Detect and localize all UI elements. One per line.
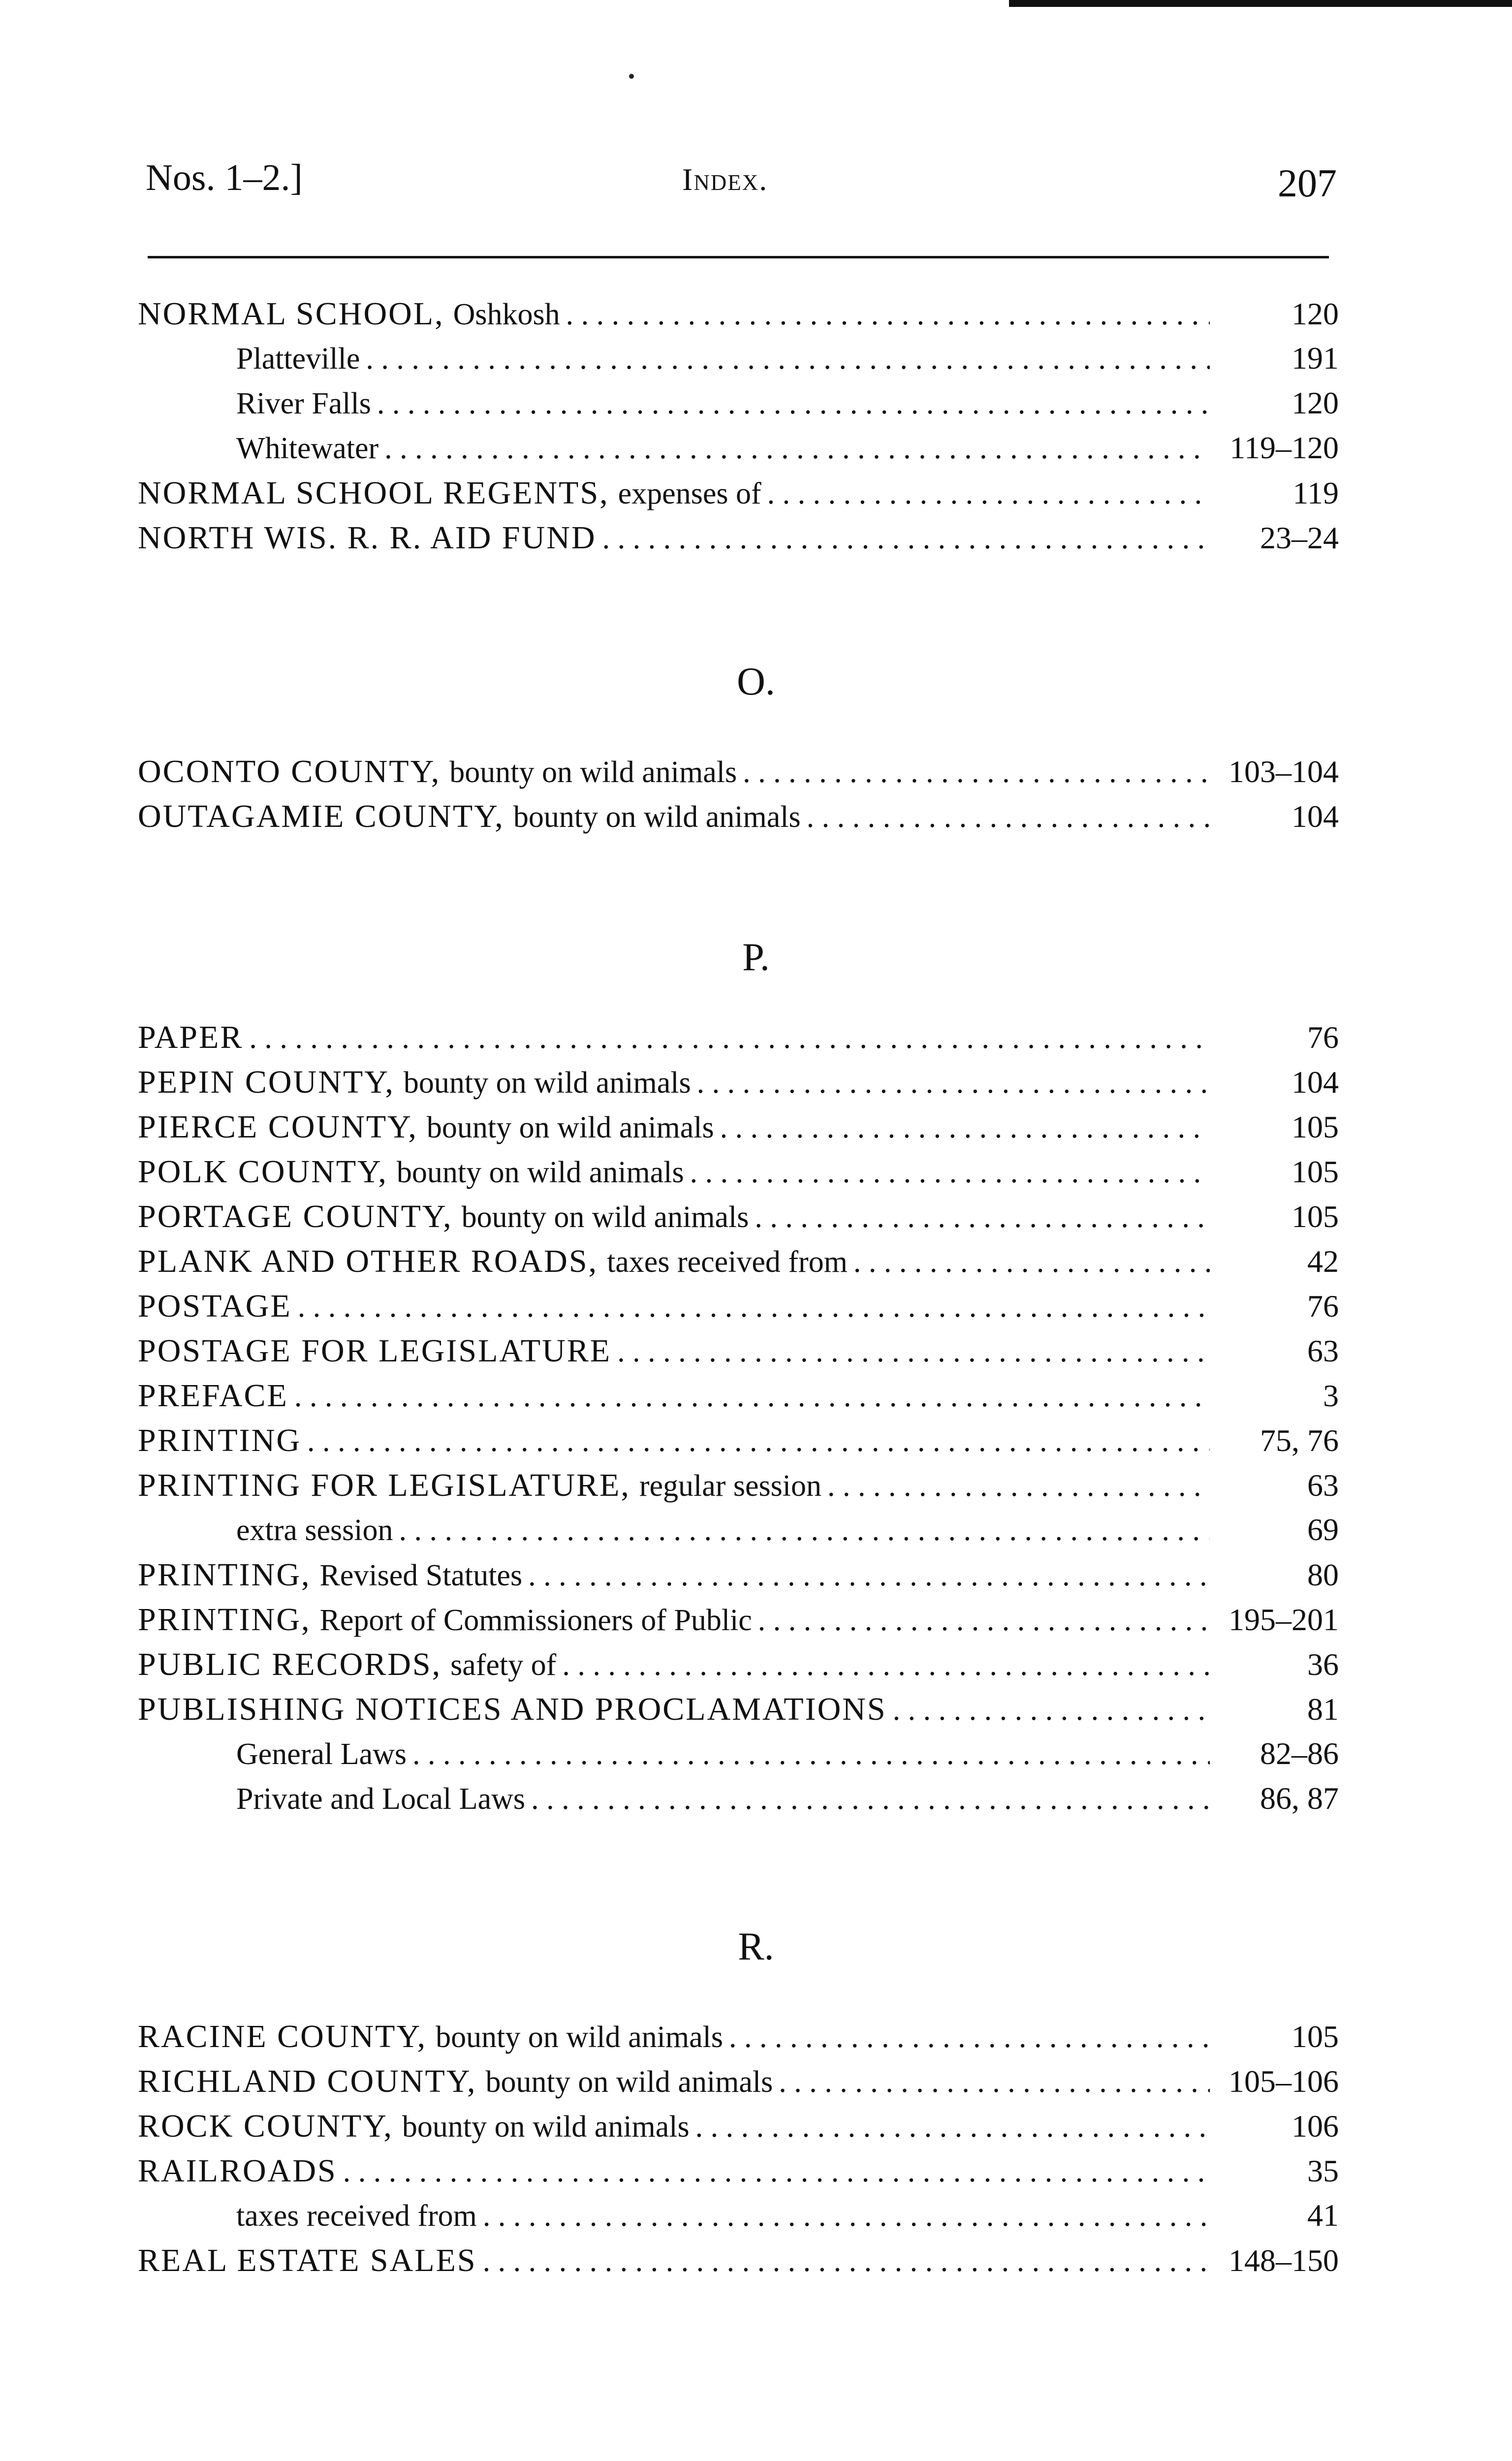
entry-subheading: Platteville — [236, 342, 360, 376]
index-entry — [138, 798, 1339, 843]
entry-page-number: 104 — [1292, 1065, 1339, 1100]
index-entry — [138, 1108, 1339, 1153]
entry-page-number: 119–120 — [1229, 430, 1339, 465]
page-header — [146, 157, 1337, 211]
entry-page-number: 36 — [1307, 1647, 1339, 1682]
volume-label: Nos. 1–2.] — [146, 157, 303, 198]
entry-subheading: River Falls — [236, 387, 371, 420]
entry-subheading: Report of Commissioners of Public — [319, 1604, 752, 1637]
entry-page-number: 120 — [1292, 385, 1339, 420]
entry-text — [138, 1556, 522, 1594]
dot-leader — [755, 1200, 1210, 1235]
entry-subheading: General Laws — [236, 1737, 407, 1771]
entry-text — [138, 1467, 821, 1504]
entry-heading: RACINE COUNTY, — [138, 2019, 427, 2054]
entry-heading: PREFACE — [138, 1378, 288, 1414]
entry-heading: PRINTING FOR LEGISLATURE, — [138, 1467, 630, 1503]
entry-subheading: regular session — [639, 1469, 822, 1503]
index-entry — [138, 1198, 1339, 1243]
entry-text — [138, 474, 761, 512]
index-entry — [138, 1332, 1339, 1377]
index-section-n — [138, 295, 1339, 564]
index-entry — [138, 2018, 1339, 2063]
entry-subheading: Revised Statutes — [319, 1559, 523, 1592]
dot-leader — [729, 2020, 1210, 2055]
index-entry — [138, 1288, 1339, 1332]
entry-text — [138, 1601, 752, 1639]
entry-text — [138, 1691, 887, 1728]
section-letter-p: P. — [742, 936, 770, 979]
entry-text — [138, 1108, 714, 1146]
dot-leader — [562, 1648, 1210, 1683]
dot-leader — [779, 2065, 1210, 2100]
entry-heading: NORMAL SCHOOL, — [138, 296, 444, 332]
dot-leader — [366, 342, 1210, 377]
index-entry — [138, 340, 1339, 385]
entry-page-number: 105 — [1292, 1109, 1339, 1144]
entry-text — [236, 2199, 477, 2234]
index-entry — [138, 1691, 1339, 1735]
entry-subheading: bounty on wild animals — [436, 2020, 723, 2054]
entry-text — [138, 2152, 337, 2190]
entry-page-number: 76 — [1307, 1289, 1339, 1324]
dot-leader — [399, 1513, 1210, 1548]
entry-heading: PLANK AND OTHER ROADS, — [138, 1243, 598, 1279]
entry-page-number: 105–106 — [1228, 2064, 1339, 2099]
entry-heading: PUBLISHING NOTICES AND PROCLAMATIONS — [138, 1691, 887, 1727]
entry-page-number: 148–150 — [1228, 2243, 1339, 2278]
entry-heading: POSTAGE — [138, 1288, 292, 1324]
index-entry — [138, 2242, 1339, 2287]
entry-text — [138, 2108, 690, 2145]
index-entry — [138, 295, 1339, 340]
entry-heading: NORMAL SCHOOL REGENTS, — [138, 475, 609, 511]
dot-leader — [531, 1782, 1210, 1817]
entry-text — [138, 1377, 288, 1415]
entry-text — [138, 1064, 691, 1101]
entry-subheading: bounty on wild animals — [403, 1066, 691, 1100]
section-letter-o: O. — [737, 660, 775, 703]
index-section-o — [138, 753, 1339, 843]
entry-heading: PRINTING — [138, 1422, 301, 1458]
entry-text — [236, 1737, 407, 1772]
entry-subheading: bounty on wild animals — [396, 1156, 684, 1189]
index-entry — [138, 1780, 1339, 1825]
dot-leader — [695, 2110, 1210, 2145]
entry-text — [138, 1019, 243, 1056]
entry-page-number: 191 — [1292, 341, 1339, 376]
entry-subheading: taxes received from — [607, 1245, 848, 1279]
entry-text — [236, 431, 378, 466]
entry-page-number: 23–24 — [1260, 520, 1339, 555]
entry-heading: PAPER — [138, 1019, 244, 1055]
index-entry — [138, 1377, 1339, 1422]
index-entry — [138, 1556, 1339, 1601]
entry-text — [236, 1782, 525, 1817]
entry-page-number: 105 — [1292, 2019, 1339, 2054]
index-entry — [138, 2197, 1339, 2242]
entry-subheading: expenses of — [618, 477, 761, 510]
entry-heading: REAL ESTATE SALES — [138, 2242, 477, 2278]
index-entry — [138, 1735, 1339, 1780]
entry-page-number: 76 — [1307, 1020, 1339, 1055]
dot-leader — [343, 2154, 1210, 2189]
dot-leader — [307, 1424, 1210, 1459]
entry-page-number: 80 — [1307, 1557, 1339, 1592]
entry-page-number: 105 — [1292, 1199, 1339, 1234]
entry-text — [138, 2063, 773, 2100]
index-section-p — [138, 1019, 1339, 1825]
entry-page-number: 75, 76 — [1260, 1423, 1339, 1458]
dot-leader — [483, 2244, 1210, 2279]
entry-text — [138, 295, 560, 333]
dot-leader — [617, 1334, 1210, 1369]
entry-subheading: taxes received from — [236, 2199, 477, 2233]
entry-page-number: 82–86 — [1260, 1736, 1339, 1771]
entry-text — [138, 1153, 684, 1191]
index-entry — [138, 1601, 1339, 1646]
entry-heading: ROCK COUNTY, — [138, 2108, 393, 2144]
index-entry — [138, 1064, 1339, 1108]
dot-leader — [412, 1737, 1210, 1772]
header-rule — [148, 256, 1329, 258]
entry-subheading: bounty on wild animals — [485, 2065, 773, 2099]
entry-heading: PRINTING, — [138, 1602, 311, 1638]
entry-page-number: 104 — [1292, 799, 1339, 834]
entry-text — [138, 1422, 301, 1459]
print-speck — [629, 74, 634, 79]
index-entry — [138, 385, 1339, 430]
dot-leader — [853, 1245, 1210, 1280]
entry-subheading: Whitewater — [236, 432, 379, 465]
entry-heading: RAILROADS — [138, 2153, 337, 2189]
entry-heading: OCONTO COUNTY, — [138, 754, 441, 789]
entry-page-number: 42 — [1307, 1244, 1339, 1279]
entry-text — [138, 1243, 848, 1280]
entry-heading: PEPIN COUNTY, — [138, 1064, 395, 1100]
page-title: Index. — [682, 162, 768, 197]
index-entry — [138, 753, 1339, 798]
index-section-r — [138, 2018, 1339, 2287]
entry-page-number: 103–104 — [1228, 754, 1339, 789]
dot-leader — [602, 521, 1210, 556]
top-border-line — [1009, 0, 1512, 7]
dot-leader — [294, 1379, 1210, 1414]
dot-leader — [566, 297, 1210, 332]
entry-text — [138, 753, 737, 790]
entry-text — [236, 342, 360, 377]
section-letter-r: R. — [738, 1925, 774, 1968]
dot-leader — [384, 431, 1210, 466]
entry-heading: PRINTING, — [138, 1557, 311, 1593]
entry-text — [138, 2018, 723, 2055]
entry-page-number: 106 — [1292, 2109, 1339, 2144]
entry-text — [236, 1513, 393, 1548]
index-entry — [138, 1422, 1339, 1467]
entry-heading: POSTAGE FOR LEGISLATURE — [138, 1333, 612, 1369]
dot-leader — [298, 1290, 1210, 1325]
index-entry — [138, 2108, 1339, 2152]
entry-text — [138, 1198, 749, 1235]
dot-leader — [807, 800, 1210, 835]
index-entry — [138, 474, 1339, 519]
entry-page-number: 119 — [1292, 475, 1339, 510]
index-entry — [138, 1243, 1339, 1288]
entry-subheading: bounty on wild animals — [426, 1111, 714, 1144]
entry-page-number: 41 — [1307, 2198, 1339, 2233]
index-entry — [138, 1467, 1339, 1512]
dot-leader — [743, 755, 1210, 790]
entry-page-number: 195–201 — [1228, 1602, 1339, 1637]
entry-heading: POLK COUNTY, — [138, 1154, 388, 1190]
dot-leader — [827, 1469, 1210, 1504]
entry-text — [236, 386, 371, 421]
entry-subheading: bounty on wild animals — [449, 756, 737, 789]
entry-text — [138, 519, 597, 557]
index-entry — [138, 1153, 1339, 1198]
entry-heading: RICHLAND COUNTY, — [138, 2063, 477, 2099]
entry-text — [138, 2242, 477, 2279]
dot-leader — [690, 1155, 1210, 1190]
entry-page-number: 69 — [1307, 1512, 1339, 1547]
dot-leader — [483, 2199, 1210, 2234]
entry-subheading: safety of — [450, 1648, 557, 1682]
dot-leader — [377, 386, 1210, 421]
dot-leader — [758, 1603, 1210, 1638]
entry-subheading: bounty on wild animals — [402, 2110, 690, 2144]
entry-subheading: extra session — [236, 1514, 393, 1547]
entry-page-number: 63 — [1307, 1333, 1339, 1368]
dot-leader — [893, 1693, 1210, 1728]
entry-heading: NORTH WIS. R. R. AID FUND — [138, 520, 597, 556]
index-entry — [138, 430, 1339, 474]
index-entry — [138, 1646, 1339, 1691]
dot-leader — [767, 476, 1210, 511]
entry-subheading: Private and Local Laws — [236, 1782, 526, 1816]
index-entry — [138, 2063, 1339, 2108]
entry-page-number: 35 — [1307, 2153, 1339, 2188]
entry-text — [138, 798, 801, 835]
dot-leader — [720, 1110, 1210, 1145]
entry-page-number: 105 — [1292, 1154, 1339, 1189]
entry-heading: PORTAGE COUNTY, — [138, 1199, 453, 1234]
dot-leader — [697, 1066, 1210, 1101]
entry-heading: PUBLIC RECORDS, — [138, 1646, 442, 1682]
dot-leader — [528, 1558, 1210, 1593]
index-entry — [138, 1019, 1339, 1064]
entry-subheading: bounty on wild animals — [461, 1200, 749, 1234]
entry-page-number: 86, 87 — [1260, 1781, 1339, 1816]
dot-leader — [249, 1021, 1210, 1056]
entry-page-number: 81 — [1307, 1692, 1339, 1727]
entry-subheading: bounty on wild animals — [513, 800, 801, 834]
entry-heading: OUTAGAMIE COUNTY, — [138, 798, 504, 834]
entry-heading: PIERCE COUNTY, — [138, 1109, 418, 1145]
entry-text — [138, 1288, 292, 1325]
entry-text — [138, 1646, 556, 1683]
page-number: 207 — [1278, 162, 1337, 205]
entry-page-number: 3 — [1323, 1378, 1339, 1413]
index-entry — [138, 519, 1339, 564]
entry-page-number: 120 — [1292, 296, 1339, 331]
index-entry — [138, 1512, 1339, 1556]
entry-subheading: Oshkosh — [453, 298, 560, 331]
entry-page-number: 63 — [1307, 1468, 1339, 1503]
index-entry — [138, 2152, 1339, 2197]
entry-text — [138, 1332, 611, 1370]
